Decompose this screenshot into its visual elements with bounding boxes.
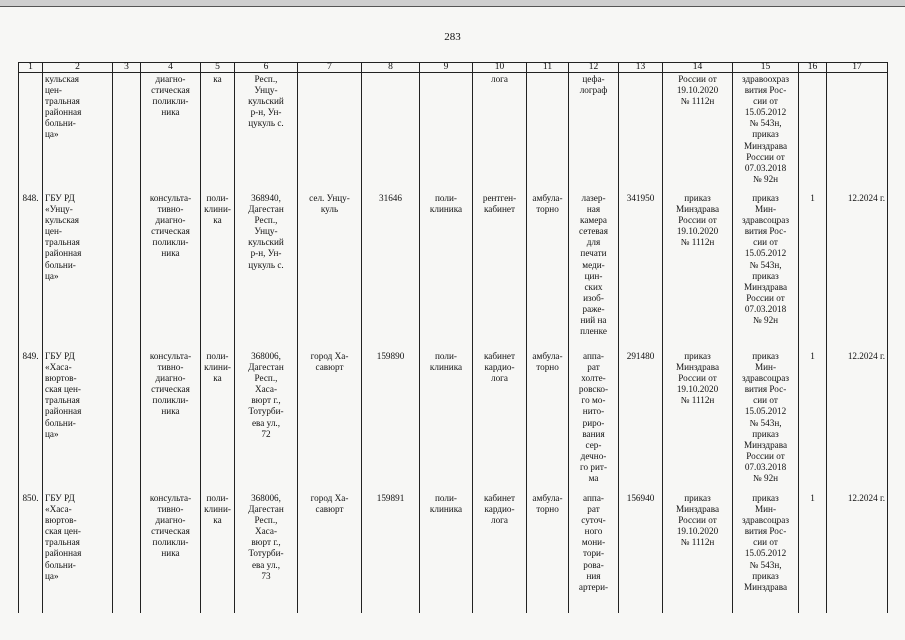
cell-col3 — [113, 492, 141, 613]
cell-cabinet: кабинет кардио- лога — [473, 492, 527, 613]
column-header: 9 — [420, 63, 473, 73]
column-header: 15 — [733, 63, 799, 73]
cell-institution: ГБУ РД «Хаса- вюртов- ская цен- тральная районная больни- ца» — [43, 350, 113, 492]
column-header: 10 — [473, 63, 527, 73]
cell-care-form: амбула- торно — [527, 492, 569, 613]
cell-division — [420, 73, 473, 193]
table-row — [19, 192, 888, 350]
cell-col3 — [113, 73, 141, 193]
cell-settlement: сел. Унцу- куль — [298, 192, 362, 350]
cell-address: 368006, Дагестан Респ., Хаса- вюрт г., Тотурби- ева ул., 73 — [235, 492, 298, 613]
cell-cabinet: кабинет кардио- лога — [473, 350, 527, 492]
cell-col3 — [113, 350, 141, 492]
table-row — [19, 350, 888, 492]
cell-code: 159891 — [362, 492, 420, 613]
cell-type: поли- клини- ка — [201, 192, 235, 350]
cell-quantity — [799, 73, 827, 193]
cell-code — [362, 73, 420, 193]
cell-standard: здравоохраз вития Рос- сии от 15.05.2012 № 543н, приказ Минздрава России от 07.03.2018 № 92н — [733, 73, 799, 193]
cell-col3 — [113, 192, 141, 350]
cell-order: приказ Минздрава России от 19.10.2020 № 1112н — [663, 350, 733, 492]
cell-standard: приказ Мин- здравсоцраз вития Рос- сии от 15.05.2012 № 543н, приказ Минздрава — [733, 492, 799, 613]
cell-institution: кульская цен- тральная районная больни- ца» — [43, 73, 113, 193]
cell-type: поли- клини- ка — [201, 492, 235, 613]
cell-number: 850. — [19, 492, 43, 613]
column-header: 12 — [569, 63, 619, 73]
cell-code: 31646 — [362, 192, 420, 350]
cell-care-form: амбула- торно — [527, 192, 569, 350]
cell-deadline — [827, 73, 888, 193]
cell-care-form: амбула- торно — [527, 350, 569, 492]
cell-equipment-code: 341950 — [619, 192, 663, 350]
column-header: 7 — [298, 63, 362, 73]
cell-unit: консульта- тивно- диагно- стическая поликли- ника — [141, 350, 201, 492]
cell-code: 159890 — [362, 350, 420, 492]
column-header: 17 — [827, 63, 888, 73]
cell-order: России от 19.10.2020 № 1112н — [663, 73, 733, 193]
cell-deadline: 12.2024 г. — [827, 492, 888, 613]
cell-order: приказ Минздрава России от 19.10.2020 № 1112н — [663, 492, 733, 613]
cell-number: 849. — [19, 350, 43, 492]
data-table — [18, 62, 888, 613]
cell-care-form — [527, 73, 569, 193]
cell-deadline: 12.2024 г. — [827, 192, 888, 350]
column-header: 8 — [362, 63, 420, 73]
cell-equipment: цефа- лограф — [569, 73, 619, 193]
column-header: 13 — [619, 63, 663, 73]
page-number: 283 — [444, 31, 461, 43]
column-header: 4 — [141, 63, 201, 73]
cell-unit: диагно- стическая поликли- ника — [141, 73, 201, 193]
column-header: 11 — [527, 63, 569, 73]
cell-equipment: лазер- ная камера сетевая для печати меди- цин- ских изоб- раже- ний на пленке — [569, 192, 619, 350]
cell-institution: ГБУ РД «Унцу- кульская цен- тральная районная больни- ца» — [43, 192, 113, 350]
cell-standard: приказ Мин- здравсоцраз вития Рос- сии от 15.05.2012 № 543н, приказ Минздрава России от 07.03.2018 № 92н — [733, 192, 799, 350]
column-header: 3 — [113, 63, 141, 73]
cell-cabinet: рентген- кабинет — [473, 192, 527, 350]
cell-equipment-code: 156940 — [619, 492, 663, 613]
column-header: 1 — [19, 63, 43, 73]
cell-cabinet: лога — [473, 73, 527, 193]
table-row-continuation — [19, 73, 888, 193]
scan-edge — [0, 0, 905, 7]
cell-division: поли- клиника — [420, 350, 473, 492]
column-header: 5 — [201, 63, 235, 73]
cell-address: Респ., Унцу- кульский р-н, Ун- цукуль с. — [235, 73, 298, 193]
cell-equipment: аппа- рат холте- ровско- го мо- нито- риро- вания сер- дечно- го рит- ма — [569, 350, 619, 492]
cell-unit: консульта- тивно- диагно- стическая поликли- ника — [141, 192, 201, 350]
column-header: 2 — [43, 63, 113, 73]
cell-division: поли- клиника — [420, 492, 473, 613]
cell-institution: ГБУ РД «Хаса- вюртов- ская цен- тральная районная больни- ца» — [43, 492, 113, 613]
cell-quantity: 1 — [799, 192, 827, 350]
header-row — [19, 63, 888, 73]
cell-unit: консульта- тивно- диагно- стическая поликли- ника — [141, 492, 201, 613]
cell-quantity: 1 — [799, 350, 827, 492]
cell-address: 368940, Дагестан Респ., Унцу- кульский р-н, Ун- цукуль с. — [235, 192, 298, 350]
cell-settlement: город Ха- савюрт — [298, 350, 362, 492]
column-header: 14 — [663, 63, 733, 73]
cell-settlement: город Ха- савюрт — [298, 492, 362, 613]
cell-settlement — [298, 73, 362, 193]
cell-equipment-code: 291480 — [619, 350, 663, 492]
cell-type: ка — [201, 73, 235, 193]
cell-order: приказ Минздрава России от 19.10.2020 № 1112н — [663, 192, 733, 350]
cell-equipment: аппа- рат суточ- ного мони- тори- рова- ния артери- — [569, 492, 619, 613]
cell-deadline: 12.2024 г. — [827, 350, 888, 492]
cell-number: 848. — [19, 192, 43, 350]
cell-type: поли- клини- ка — [201, 350, 235, 492]
cell-number — [19, 73, 43, 193]
column-header: 6 — [235, 63, 298, 73]
column-header: 16 — [799, 63, 827, 73]
table-row — [19, 492, 888, 613]
cell-standard: приказ Мин- здравсоцраз вития Рос- сии от 15.05.2012 № 543н, приказ Минздрава России от 07.03.2018 № 92н — [733, 350, 799, 492]
cell-equipment-code — [619, 73, 663, 193]
cell-division: поли- клиника — [420, 192, 473, 350]
cell-address: 368006, Дагестан Респ., Хаса- вюрт г., Тотурби- ева ул., 72 — [235, 350, 298, 492]
cell-quantity: 1 — [799, 492, 827, 613]
